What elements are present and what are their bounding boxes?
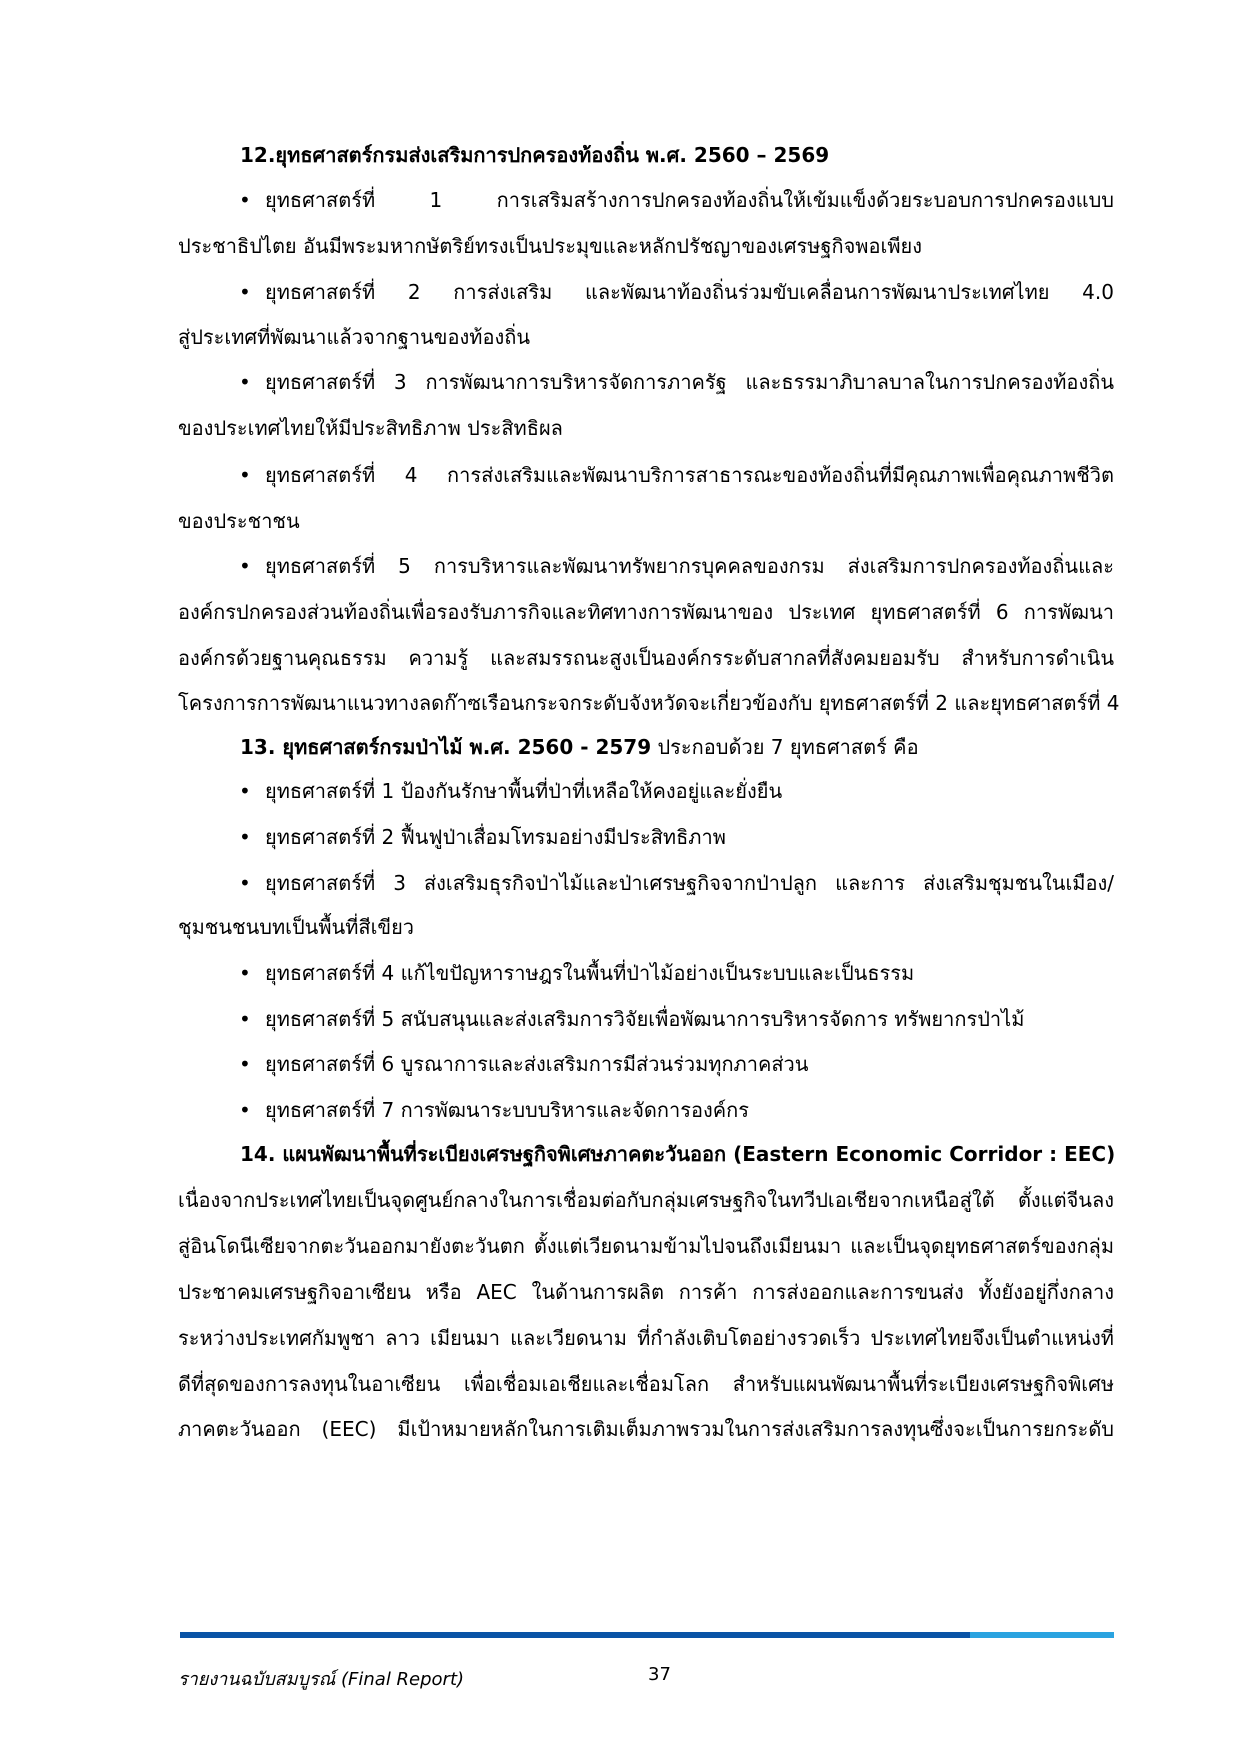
bullet-icon: • <box>239 1098 251 1122</box>
bullet-text: ยุทธศาสตร์ที่ 6 บูรณาการและส่งเสริมการมีส่วนร่วมทุกภาคส่วน <box>265 1052 809 1076</box>
bullet-text: ยุทธศาสตร์ที่ 1 การเสริมสร้างการปกครองท้องถิ่นให้เข้มแข็งด้วยระบอบการปกครองแบบ <box>265 188 1114 212</box>
section-13-bullet-1 <box>239 776 1114 806</box>
bullet-text: ยุทธศาสตร์ที่ 5 สนับสนุนและส่งเสริมการวิจัยเพื่อพัฒนาการบริหารจัดการ ทรัพยากรป่าไม้ <box>265 1007 1025 1031</box>
section-12-bullet-3 <box>239 367 1114 397</box>
section-14-paragraph-line-5: ดีที่สุดของการลงทุนในอาเซียน เพื่อเชื่อมเอเชียและเชื่อมโลก สำหรับแผนพัฒนาพื้นที่ระเบียงเศรษฐกิจพิเศษ <box>178 1372 1114 1396</box>
bullet-text: ยุทธศาสตร์ที่ 4 แก้ไขปัญหาราษฎรในพื้นที่ป่าไม้อย่างเป็นระบบและเป็นธรรม <box>265 961 915 985</box>
section-13-heading <box>240 732 1114 762</box>
bullet-icon: • <box>239 779 251 803</box>
bullet-text: ยุทธศาสตร์ที่ 3 ส่งเสริมธุรกิจป่าไม้และป่าเศรษฐกิจจากป่าปลูก และการ ส่งเสริมชุมชนในเมือง/ <box>265 871 1114 895</box>
bullet-icon: • <box>239 825 251 849</box>
section-14-paragraph-line-1: เนื่องจากประเทศไทยเป็นจุดศูนย์กลางในการเชื่อมต่อกับกลุ่มเศรษฐกิจในทวีปเอเชียจากเหนือสู่ใต้ ตั้งแต่จีนลง <box>178 1188 1114 1212</box>
bullet-text: ยุทธศาสตร์ที่ 7 การพัฒนาระบบบริหารและจัดการองค์กร <box>265 1098 749 1122</box>
section-13-heading-rest: ประกอบด้วย 7 ยุทธศาสตร์ คือ <box>651 735 919 759</box>
section-12-bullet-1 <box>239 185 1114 215</box>
section-13-bullet-3-cont: ชุมชนชนบทเป็นพื้นที่สีเขียว <box>178 915 415 939</box>
bullet-text: ยุทธศาสตร์ที่ 2 การส่งเสริม และพัฒนาท้องถิ่นร่วมขับเคลื่อนการพัฒนาประเทศไทย 4.0 <box>265 280 1114 304</box>
bullet-icon: • <box>239 188 251 212</box>
page-number: 37 <box>648 1664 671 1685</box>
section-12-bullet-1-cont: ประชาธิปไตย อันมีพระมหากษัตริย์ทรงเป็นประมุขและหลักปรัชญาของเศรษฐกิจพอเพียง <box>178 234 923 258</box>
section-12-bullet-3-cont: ของประเทศไทยให้มีประสิทธิภาพ ประสิทธิผล <box>178 416 563 440</box>
section-12-bullet-4-cont: ของประชาชน <box>178 509 300 533</box>
section-13-bullet-7 <box>239 1095 1114 1125</box>
section-12-bullet-2-cont: สู่ประเทศที่พัฒนาแล้วจากฐานของท้องถิ่น <box>178 325 531 349</box>
bullet-text: ยุทธศาสตร์ที่ 2 ฟื้นฟูป่าเสื่อมโทรมอย่างมีประสิทธิภาพ <box>265 825 726 849</box>
footer-report-label: รายงานฉบับสมบูรณ์ (Final Report) <box>178 1669 465 1690</box>
bullet-icon: • <box>239 871 251 895</box>
footer-bar-light <box>970 1632 1114 1638</box>
section-14-paragraph-line-2: สู่อินโดนีเซียจากตะวันออกมายังตะวันตก ตั้งแต่เวียดนามข้ามไปจนถึงเมียนมา และเป็นจุดยุทธศาสตร์ของกลุ่ม <box>178 1234 1114 1258</box>
section-14-paragraph-line-6: ภาคตะวันออก (EEC) มีเป้าหมายหลักในการเติมเต็มภาพรวมในการส่งเสริมการลงทุนซึ่งจะเป็นการยกระดับ <box>178 1417 1114 1441</box>
section-12-bullet-5-cont-3: โครงการการพัฒนาแนวทางลดก๊าซเรือนกระจกระดับจังหวัดจะเกี่ยวข้องกับ ยุทธศาสตร์ที่ 2 และยุทธศาสตร์ที่ 4 <box>178 691 1120 715</box>
section-12-bullet-4 <box>239 460 1114 490</box>
bullet-icon: • <box>239 280 251 304</box>
section-13-bullet-4 <box>239 958 1114 988</box>
section-14-paragraph-line-3: ประชาคมเศรษฐกิจอาเซียน หรือ AEC ในด้านการผลิต การค้า การส่งออกและการขนส่ง ทั้งยังอยู่กึ่งกลาง <box>178 1280 1114 1304</box>
section-12-heading: 12.ยุทธศาสตร์กรมส่งเสริมการปกครองท้องถิ่น พ.ศ. 2560 – 2569 <box>240 143 830 167</box>
section-13-heading-title: 13. ยุทธศาสตร์กรมป่าไม้ พ.ศ. 2560 - 2579 <box>240 735 652 759</box>
section-12-bullet-5 <box>239 551 1114 581</box>
bullet-text: ยุทธศาสตร์ที่ 5 การบริหารและพัฒนาทรัพยากรบุคคลของกรม ส่งเสริมการปกครองท้องถิ่นและ <box>265 554 1114 578</box>
section-12-bullet-5-cont-2: องค์กรด้วยฐานคุณธรรม ความรู้ และสมรรถนะสูงเป็นองค์กรระดับสากลที่สังคมยอมรับ สำหรับการดำเนิน <box>178 646 1114 670</box>
bullet-text: ยุทธศาสตร์ที่ 1 ป้องกันรักษาพื้นที่ป่าที่เหลือให้คงอยู่และยั่งยืน <box>265 779 783 803</box>
section-14-heading: 14. แผนพัฒนาพื้นที่ระเบียงเศรษฐกิจพิเศษภาคตะวันออก (Eastern Economic Corridor : EEC) <box>240 1142 1116 1166</box>
section-13-bullet-2 <box>239 822 1114 852</box>
bullet-icon: • <box>239 1007 251 1031</box>
bullet-text: ยุทธศาสตร์ที่ 4 การส่งเสริมและพัฒนาบริการสาธารณะของท้องถิ่นที่มีคุณภาพเพื่อคุณภาพชีวิต <box>265 463 1114 487</box>
bullet-icon: • <box>239 370 251 394</box>
section-13-bullet-3 <box>239 868 1114 898</box>
bullet-icon: • <box>239 554 251 578</box>
section-13-bullet-5 <box>239 1004 1114 1034</box>
section-12-bullet-2 <box>239 277 1114 307</box>
section-14-paragraph-line-4: ระหว่างประเทศกัมพูชา ลาว เมียนมา และเวียดนาม ที่กำลังเติบโตอย่างรวดเร็ว ประเทศไทยจึงเป็นตำแหน่งที่ <box>178 1326 1114 1350</box>
footer-bar-dark <box>180 1632 970 1638</box>
bullet-icon: • <box>239 1052 251 1076</box>
bullet-icon: • <box>239 463 251 487</box>
section-13-bullet-6 <box>239 1049 1114 1079</box>
bullet-text: ยุทธศาสตร์ที่ 3 การพัฒนาการบริหารจัดการภาครัฐ และธรรมาภิบาลบาลในการปกครองท้องถิ่น <box>265 370 1114 394</box>
section-12-bullet-5-cont-1: องค์กรปกครองส่วนท้องถิ่นเพื่อรองรับภารกิจและทิศทางการพัฒนาของ ประเทศ ยุทธศาสตร์ที่ 6 การพัฒนา <box>178 600 1114 624</box>
bullet-icon: • <box>239 961 251 985</box>
